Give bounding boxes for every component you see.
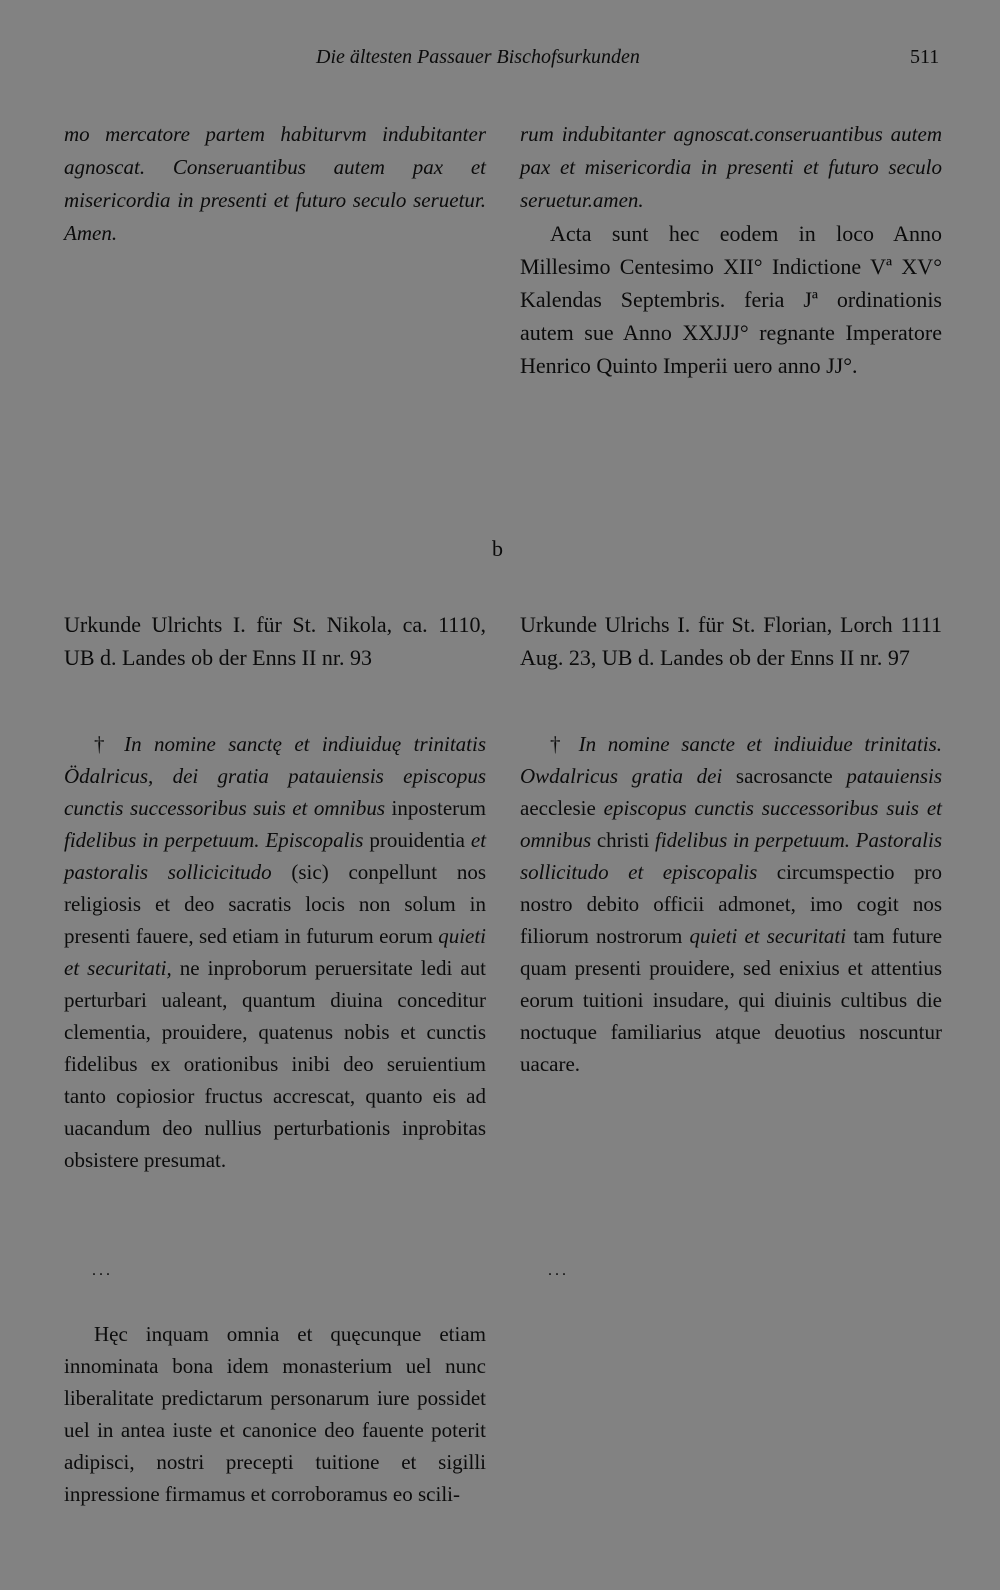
right-doc-body: [520, 728, 942, 1080]
text-segment-italic: et pastoralis sollicicitudo: [64, 828, 487, 884]
text-segment: circumspectio pro nostro debito officii admonet, imo cogit nos filiorum nostrorum: [520, 860, 943, 948]
text-segment-italic: quieti et securitati: [689, 924, 847, 948]
text-segment: tam future quam presenti prouidere, sed enixius et attentius eorum tuitioni insudare, qui diuinis cultibus die noctuque familiarius atque deuotius noscuntur uacare.: [520, 924, 943, 1076]
text-segment: (sic) conpellunt nos religiosis et deo sacratis locis non solum in presenti fauere, sed etiam in futurum eorum: [64, 860, 487, 948]
section-label: b: [492, 536, 503, 561]
top-right-italic: rum indubitanter agnoscat.conseruantibus autem pax et misericordia in presenti et futuro seculo seruetur.amen.: [520, 122, 942, 212]
text-segment-italic: fidelibus in perpetuum. Episcopalis: [64, 828, 364, 852]
right-ellipsis: ...: [548, 1262, 569, 1279]
dating-clause: Acta sunt hec eodem in loco Anno Millesimo Centesimo XII° Indictione Vª XV° Kalendas Septembris. feria Jª ordinationis autem sue Anno XXJJJ° regnante Imperatore Henrico Quinto Imperii uero anno JJ°.: [520, 221, 942, 378]
left-doc-heading: Urkunde Ulrichts I. für St. Nikola, ca. 1110, UB d. Landes ob der Enns II nr. 93: [64, 612, 486, 670]
text-segment-italic: patauiensis: [846, 764, 943, 788]
closing-paragraph: Hęc inquam omnia et quęcunque etiam innominata bona idem monasterium uel nunc liberalitate predictarum personarum iure possidet uel in antea iuste et canonice deo fauente poterit adipisci, nostri precepti tuitione et sigilli inpressione firmamus et corroboramus eo scili-: [64, 1322, 486, 1506]
text-segment: ne inproborum peruersitate ledi aut perturbari ualeant, quantum diuina conceditur clementia, prouidere, quatenus nobis et cunctis fidelibus ex orationibus inibi deo seruientium tanto copiosior fructus accrescat, quanto eis ad uacandum deo nullius perturbationis inprobitas obsistere presumat.: [64, 956, 486, 1172]
cross-symbol: †: [550, 732, 567, 756]
text-segment-italic: In nomine sancte et indiuidue trinitatis. Owdalricus gratia dei: [520, 732, 942, 788]
text-segment-italic: fidelibus in perpetuum. Pastoralis sollicitudo et episcopalis: [520, 828, 943, 884]
left-closing: [64, 1318, 486, 1510]
text-segment-italic: quieti et securitati,: [64, 924, 487, 980]
text-segment: christi: [596, 828, 650, 852]
right-doc-heading: Urkunde Ulrichs I. für St. Florian, Lorch 1111 Aug. 23, UB d. Landes ob der Enns II nr. 97: [520, 612, 942, 670]
text-segment-italic: episcopus cunctis successoribus suis et omnibus: [520, 796, 943, 852]
cross-symbol: †: [94, 732, 112, 756]
text-segment: prouidentia: [369, 828, 465, 852]
text-segment: aecclesie: [520, 796, 596, 820]
text-segment: sacrosancte: [735, 764, 833, 788]
top-left-text: mo mercatore partem habiturvm indubitanter agnoscat. Conseruantibus autem pax et misericordia in presenti et futuro seculo seruetur. Amen.: [64, 122, 486, 245]
top-right-block: [520, 118, 942, 382]
running-header: Die ältesten Passauer Bischofsurkunden: [316, 46, 640, 68]
left-ellipsis: ...: [92, 1262, 113, 1279]
page-number: 511: [910, 46, 940, 68]
left-doc-body: [64, 728, 486, 1176]
intitulatio: In nomine sanctę et indiuiduę trinitatis Ödalricus, dei gratia patauiensis episcopus cunctis successoribus suis et omnibus: [64, 732, 486, 820]
text-segment: inposterum: [391, 796, 486, 820]
